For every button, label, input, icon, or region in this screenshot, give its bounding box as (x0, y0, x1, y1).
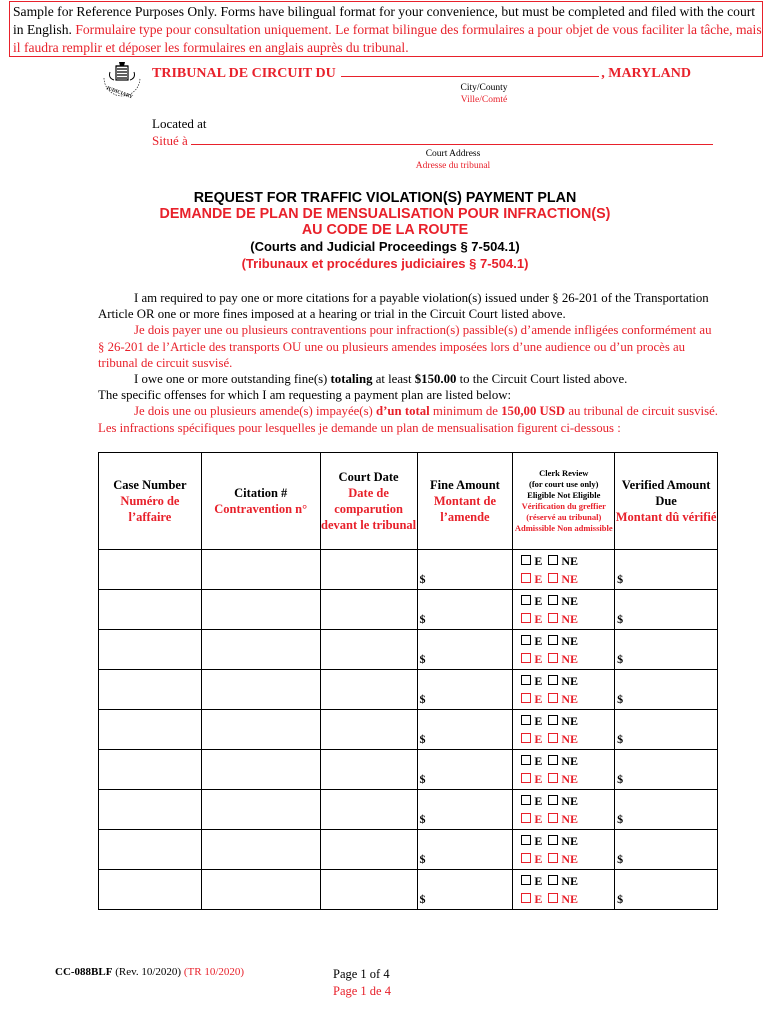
not-eligible-checkbox[interactable] (548, 715, 558, 725)
subtitle-english: (Courts and Judicial Proceedings § 7-504.1) (250, 239, 520, 254)
citation-cell[interactable] (201, 590, 320, 630)
eligible-checkbox[interactable] (521, 875, 531, 885)
fine-amount-cell[interactable]: $ (417, 830, 513, 870)
eligible-checkbox[interactable] (521, 835, 531, 845)
case-number-cell[interactable] (99, 590, 202, 630)
table-row (99, 670, 718, 710)
disclaimer-banner (9, 1, 763, 57)
non-admissible-checkbox[interactable] (548, 813, 558, 823)
case-number-cell[interactable] (99, 790, 202, 830)
form-id: CC-088BLF (Rev. 10/2020) (TR 10/2020) (55, 966, 245, 978)
table-row (99, 830, 718, 870)
fine-amount-cell[interactable]: $ (417, 790, 513, 830)
fine-amount-cell[interactable]: $ (417, 670, 513, 710)
citation-cell[interactable] (201, 630, 320, 670)
header-clerk-review: Clerk Review (for court use only) Eligible Not Eligible Vérification du greffier (réservé au tribunal) Admissible Non admissible (513, 453, 615, 550)
clerk-review-cell: E NE E NE (513, 630, 615, 670)
table-row (99, 630, 718, 670)
court-date-cell[interactable] (320, 630, 417, 670)
form-title (0, 190, 770, 272)
not-eligible-checkbox[interactable] (548, 675, 558, 685)
admissible-checkbox[interactable] (521, 693, 531, 703)
non-admissible-checkbox[interactable] (548, 853, 558, 863)
eligible-checkbox[interactable] (521, 795, 531, 805)
fine-amount-cell[interactable]: $ (417, 550, 513, 590)
non-admissible-checkbox[interactable] (548, 733, 558, 743)
clerk-review-cell: E NE E NE (513, 830, 615, 870)
citation-cell[interactable] (201, 710, 320, 750)
verified-amount-cell[interactable]: $ (615, 870, 718, 910)
verified-amount-cell[interactable]: $ (615, 790, 718, 830)
case-number-cell[interactable] (99, 710, 202, 750)
fine-amount-cell[interactable]: $ (417, 590, 513, 630)
fine-amount-cell[interactable]: $ (417, 750, 513, 790)
statement-p1-en: I am required to pay one or more citations for a payable violation(s) issued under § 26-201 of the Transportation Article OR one or more fines imposed at a hearing or trial in the Circuit Court listed above. (98, 291, 709, 322)
clerk-review-cell: E NE E NE (513, 710, 615, 750)
table-row (99, 870, 718, 910)
city-county-label: City/County Ville/Comté (460, 83, 508, 105)
verified-amount-cell[interactable]: $ (615, 750, 718, 790)
located-at-block (152, 116, 713, 149)
citation-cell[interactable] (201, 830, 320, 870)
eligible-checkbox[interactable] (521, 715, 531, 725)
subtitle-french: (Tribunaux et procédures judiciaires § 7-504.1) (241, 256, 529, 271)
non-admissible-checkbox[interactable] (548, 693, 558, 703)
eligible-checkbox[interactable] (521, 675, 531, 685)
eligible-checkbox[interactable] (521, 595, 531, 605)
verified-amount-cell[interactable]: $ (615, 630, 718, 670)
statement-p3-en: The specific offenses for which I am requesting a payment plan are listed below: (98, 388, 512, 403)
not-eligible-checkbox[interactable] (548, 835, 558, 845)
admissible-checkbox[interactable] (521, 813, 531, 823)
case-number-cell[interactable] (99, 670, 202, 710)
case-number-cell[interactable] (99, 870, 202, 910)
svg-text:JUDICIARY: JUDICIARY (105, 86, 134, 101)
clerk-review-cell: E NE E NE (513, 590, 615, 630)
citation-cell[interactable] (201, 750, 320, 790)
title-english: REQUEST FOR TRAFFIC VIOLATION(S) PAYMENT PLAN (193, 190, 577, 206)
court-date-cell[interactable] (320, 670, 417, 710)
non-admissible-checkbox[interactable] (548, 573, 558, 583)
admissible-checkbox[interactable] (521, 733, 531, 743)
clerk-review-cell: E NE E NE (513, 550, 615, 590)
city-county-field[interactable] (341, 62, 599, 77)
citation-cell[interactable] (201, 550, 320, 590)
court-date-cell[interactable] (320, 550, 417, 590)
disclaimer-english: Sample for Reference Purposes Only. Forms have bilingual format for your convenience, but must be completed and filed with the court in English. (13, 4, 756, 37)
court-address-field[interactable] (191, 132, 713, 145)
verified-amount-cell[interactable]: $ (615, 710, 718, 750)
offense-table (98, 452, 718, 910)
non-admissible-checkbox[interactable] (548, 653, 558, 663)
verified-amount-cell[interactable]: $ (615, 670, 718, 710)
eligible-checkbox[interactable] (521, 635, 531, 645)
court-date-cell[interactable] (320, 710, 417, 750)
eligible-checkbox[interactable] (521, 755, 531, 765)
admissible-checkbox[interactable] (521, 653, 531, 663)
maryland-judiciary-seal-icon (100, 58, 144, 102)
citation-cell[interactable] (201, 870, 320, 910)
non-admissible-checkbox[interactable] (548, 773, 558, 783)
clerk-review-cell: E NE E NE (513, 790, 615, 830)
not-eligible-checkbox[interactable] (548, 555, 558, 565)
table-row (99, 590, 718, 630)
located-label-fr: Situé à (152, 133, 188, 148)
page-number: Page 1 of 4 Page 1 de 4 (333, 967, 391, 998)
court-date-cell[interactable] (320, 870, 417, 910)
title-french-2: AU CODE DE LA ROUTE (301, 222, 469, 238)
statement-p2-en: I owe one or more outstanding fine(s) totaling at least $150.00 to the Circuit Court listed above. (134, 372, 628, 387)
eligible-checkbox[interactable] (521, 555, 531, 565)
statement-text (98, 290, 718, 436)
verified-amount-cell[interactable]: $ (615, 550, 718, 590)
verified-amount-cell[interactable]: $ (615, 590, 718, 630)
not-eligible-checkbox[interactable] (548, 755, 558, 765)
court-date-cell[interactable] (320, 790, 417, 830)
table-row (99, 550, 718, 590)
court-name-line (152, 62, 691, 82)
fine-amount-cell[interactable]: $ (417, 710, 513, 750)
case-number-cell[interactable] (99, 550, 202, 590)
table-row (99, 710, 718, 750)
non-admissible-checkbox[interactable] (548, 613, 558, 623)
fine-amount-cell[interactable]: $ (417, 870, 513, 910)
statement-p2-fr: Je dois une ou plusieurs amende(s) impayée(s) d’un total minimum de 150,00 USD au tribunal de circuit susvisé. Les infractions spécifiques pour lesquelles je demande un plan de mensualisation figurent ci-dessous : (98, 404, 718, 435)
clerk-review-cell: E NE E NE (513, 670, 615, 710)
admissible-checkbox[interactable] (521, 613, 531, 623)
located-label-en: Located at (152, 116, 207, 131)
admissible-checkbox[interactable] (521, 893, 531, 903)
header-verified-amount: Verified Amount Due Montant dû vérifié (615, 453, 718, 550)
table-row (99, 790, 718, 830)
citation-cell[interactable] (201, 670, 320, 710)
not-eligible-checkbox[interactable] (548, 595, 558, 605)
admissible-checkbox[interactable] (521, 853, 531, 863)
admissible-checkbox[interactable] (521, 773, 531, 783)
offense-rows (99, 550, 718, 910)
case-number-cell[interactable] (99, 830, 202, 870)
disclaimer-french: Formulaire type pour consultation uniquement. Le format bilingue des formulaires a pour objet de vous faciliter la tâche, mais il faudra remplir et déposer les formulaires en anglais auprès du tribunal. (13, 22, 762, 55)
court-address-label: Court Address Adresse du tribunal (415, 149, 491, 171)
not-eligible-checkbox[interactable] (548, 875, 558, 885)
citation-cell[interactable] (201, 790, 320, 830)
not-eligible-checkbox[interactable] (548, 795, 558, 805)
table-row (99, 750, 718, 790)
verified-amount-cell[interactable]: $ (615, 830, 718, 870)
fine-amount-cell[interactable]: $ (417, 630, 513, 670)
statement-p1-fr: Je dois payer une ou plusieurs contraventions pour infraction(s) passible(s) d’amende infligées conformément au § 26-201 de l’Article des transports OU une ou plusieurs amendes imposées lors d’une audience ou d’un procès au tribunal de circuit susvisé. (98, 323, 712, 370)
court-date-cell[interactable] (320, 750, 417, 790)
case-number-cell[interactable] (99, 750, 202, 790)
case-number-cell[interactable] (99, 630, 202, 670)
title-french-1: DEMANDE DE PLAN DE MENSUALISATION POUR INFRACTION(S) (159, 206, 611, 222)
header-case-number: Case Number Numéro de l’affaire (99, 453, 202, 550)
header-fine-amount: Fine Amount Montant de l’amende (417, 453, 513, 550)
clerk-review-cell: E NE E NE (513, 750, 615, 790)
court-date-cell[interactable] (320, 830, 417, 870)
court-prefix: TRIBUNAL DE CIRCUIT DU (152, 66, 336, 81)
header-citation: Citation # Contravention n° (201, 453, 320, 550)
table-header-row (99, 453, 718, 550)
non-admissible-checkbox[interactable] (548, 893, 558, 903)
admissible-checkbox[interactable] (521, 573, 531, 583)
court-suffix: , MARYLAND (601, 66, 691, 81)
not-eligible-checkbox[interactable] (548, 635, 558, 645)
clerk-review-cell: E NE E NE (513, 870, 615, 910)
court-date-cell[interactable] (320, 590, 417, 630)
header-court-date: Court Date Date de comparution devant le tribunal (320, 453, 417, 550)
